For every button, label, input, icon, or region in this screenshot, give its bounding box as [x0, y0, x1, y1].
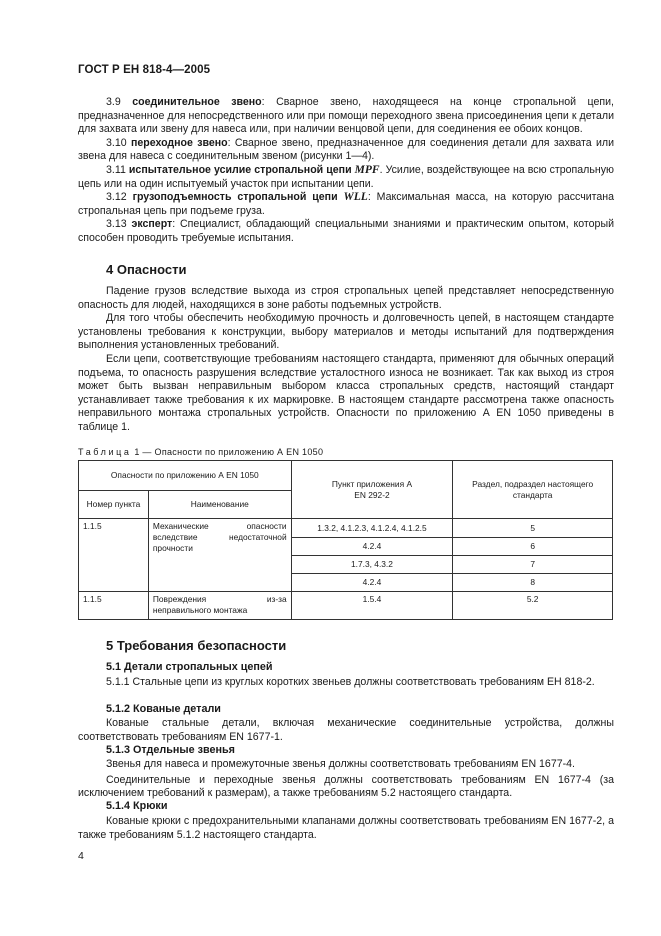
definition-3-9: [78, 96, 614, 137]
paragraph: Звенья для навеса и промежуточные звенья должны соответствовать требованиям EN 1677-4.: [106, 758, 575, 770]
row-name-cell: Повреждения из-за неправильного монтажа: [148, 592, 291, 620]
paragraph: Кованые крюки с предохранительными клапанами должны соответствовать требованиям EN 1677-2, а также требованиям 5.1.2 настоящего стандарта.: [78, 815, 614, 841]
definition-text: : Сварное звено, предназначенное для соединения детали для захвата или звена для навеса с соединительным звеном (рисунки 1—4).: [78, 136, 614, 163]
row-name-cell: Механические опасности вследствие недостаточной прочности: [148, 519, 291, 592]
row-section-cell: 5.2: [453, 592, 613, 620]
subsection-5-1-4-heading: 5.1.4 Крюки: [106, 800, 168, 812]
definition-3-10: [78, 137, 614, 164]
definition-term: эксперт: [131, 218, 173, 231]
definition-number: 3.9: [106, 96, 121, 108]
document-header: ГОСТ Р ЕН 818-4—2005: [78, 64, 211, 76]
definition-text: : Специалист, обладающий специальными знаниями и практическим опытом, который способен проводить требуемые испытания.: [78, 218, 614, 244]
subsection-5-1-2-text: [78, 717, 614, 744]
definition-symbol: MPF: [354, 163, 380, 176]
paragraph: 5.1.1 Стальные цепи из круглых коротких звеньев должны соответствовать требованиям ЕН 818-2.: [106, 676, 595, 688]
table-row: [79, 592, 613, 620]
paragraph: Кованые стальные детали, включая механические соединительные устройства, должны соответствовать требованиям EN 1677-1.: [78, 717, 614, 743]
subsection-5-1-2-heading: 5.1.2 Кованые детали: [106, 703, 221, 715]
subsection-5-1-heading: 5.1 Детали стропальных цепей: [106, 661, 273, 673]
paragraph: Падение грузов вследствие выхода из строя стропальных цепей представляет непосредственную опасность для людей, находящихся в зоне работы подъемных устройств.: [78, 285, 614, 311]
section-4-body: [78, 285, 614, 435]
row-annex-cell: 1.3.2, 4.1.2.3, 4.1.2.4, 4.1.2.5: [291, 519, 453, 538]
definition-number: 3.13: [106, 218, 127, 231]
paragraph: Соединительные и переходные звенья должны соответствовать требованиям EN 1677-4 (за исключением требований к размерам), а также требованиям 5.2 настоящего стандарта.: [78, 773, 614, 800]
definition-text: . Усилие, воздействующее на всю стропальную цепь или на один испытуемый участок при испытании цепи.: [78, 163, 614, 190]
row-section-cell: 7: [453, 556, 613, 574]
row-section-cell: 6: [453, 538, 613, 556]
definition-text: : Максимальная масса, на которую рассчитана стропальная цепь при подъеме груза.: [78, 191, 615, 217]
row-section-cell: 5: [453, 519, 613, 538]
table-row: [79, 519, 613, 538]
definition-term: грузоподъемность стропальной цепи: [132, 191, 338, 204]
section-5-heading: 5 Требования безопасности: [106, 638, 287, 653]
subsection-5-1-3-text: [78, 758, 614, 801]
definition-3-12: [78, 191, 614, 218]
table-header-row: [79, 461, 613, 491]
header-group-cell: Опасности по приложению А EN 1050: [79, 461, 292, 491]
definition-term: переходное звено: [130, 136, 228, 149]
definition-number: 3.12: [106, 191, 127, 204]
definition-3-13: [78, 218, 614, 245]
definition-number: 3.11: [106, 163, 126, 176]
paragraph: Если цепи, соответствующие требованиям настоящего стандарта, применяют для обычных операций подъема, то опасность разрушения вследствие усталостного износа не возникает. Так как выход из строя может быть вызван неправильным выбором класса стропальных средств, настоящий стандарт устанавливает также требования к их маркировке. В настоящем стандарте рассмотрена также опасность неправильного монтажа стропальных устройств. Опасности по приложению А EN 1050 приведены в таблице 1.: [78, 352, 614, 433]
definition-symbol: WLL: [343, 191, 368, 204]
hazards-table: [78, 460, 613, 620]
header-name-cell: Наименование: [148, 491, 291, 519]
definition-3-11: [78, 164, 614, 191]
definition-text: : Сварное звено, находящееся на конце стропальной цепи, предназначенное для непосредственного или при помощи переходного звена присоединения цепи к детали для захвата или звену для навеса или, при наличии венцовой цепи, для соединения ее обоих концов.: [78, 96, 614, 136]
section-4-heading: 4 Опасности: [106, 262, 187, 277]
table-caption: [78, 447, 323, 457]
row-annex-cell: 4.2.4: [291, 538, 453, 556]
header-annex-cell: Пункт приложения А EN 292-2: [291, 461, 453, 519]
subsection-5-1-4-text: [78, 815, 614, 842]
definition-term: испытательное усилие стропальной цепи: [128, 163, 352, 176]
paragraph: Для того чтобы обеспечить необходимую прочность и долговечность цепей, в настоящем стандарте установлены требования к конструкции, выбору материалов и методы испытаний для подтверждения выполнения установленных требований.: [78, 312, 614, 352]
row-annex-cell: 1.7.3, 4.3.2: [291, 556, 453, 574]
row-num-cell: 1.1.5: [79, 592, 149, 620]
header-num-cell: Номер пункта: [79, 491, 149, 519]
row-section-cell: 8: [453, 574, 613, 592]
row-annex-cell: 4.2.4: [291, 574, 453, 592]
definition-number: 3.10: [106, 136, 127, 149]
row-annex-cell: 1.5.4: [291, 592, 453, 620]
table-caption-label: Таблица: [78, 447, 132, 457]
subsection-5-1-3-heading: 5.1.3 Отдельные звенья: [106, 744, 235, 756]
header-section-cell: Раздел, подраздел настоящего стандарта: [453, 461, 613, 519]
definitions-block: [78, 96, 614, 246]
definition-term: соединительное звено: [132, 96, 262, 108]
subsection-5-1-1-text: [78, 676, 614, 690]
table-caption-text: 1 — Опасности по приложению А EN 1050: [134, 447, 324, 457]
row-num-cell: 1.1.5: [79, 519, 149, 592]
page-number: 4: [78, 850, 84, 862]
